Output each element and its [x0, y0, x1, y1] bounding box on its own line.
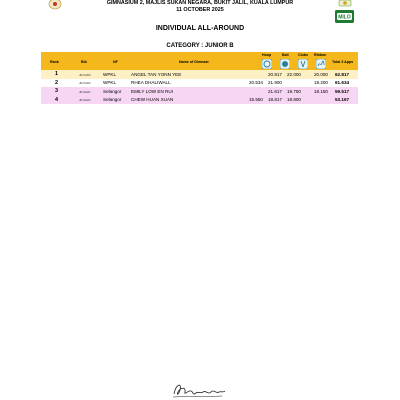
rank-cell: 3: [55, 88, 58, 94]
ribbon-score-cell: 18.150: [313, 88, 328, 94]
total-score-cell: 62.817: [335, 71, 350, 77]
col-total: Total 3 Apps: [332, 60, 354, 64]
total-score-cell: 59.517: [335, 88, 350, 94]
total-score-cell: 53.167: [335, 97, 350, 102]
ball-score-cell: 18.817: [267, 97, 282, 102]
category-title: CATEGORY : JUNIOR B: [166, 43, 234, 49]
nf-cell: WPKL: [103, 80, 117, 85]
nf-cell: WPKL: [103, 71, 117, 77]
results-table: [41, 52, 358, 104]
svg-text:MILO: MILO: [338, 14, 351, 21]
gymnast-name-cell: ANGEL TAN YONN YEE: [131, 71, 182, 77]
rank-cell: 2: [55, 79, 58, 86]
nf-cell: Selangor: [103, 88, 122, 94]
event-title: INDIVIDUAL ALL-AROUND: [155, 25, 245, 32]
col-rank: Rank: [50, 60, 59, 64]
clubs-score-cell: 19.750: [286, 88, 301, 94]
judge-signature: [170, 380, 228, 400]
table-row: [41, 96, 358, 105]
ball-score-cell: 21.900: [267, 80, 282, 85]
col-ball: Ball: [282, 53, 289, 57]
bib-cell: JR-SG01: [79, 89, 91, 94]
gymnast-name-cell: CHEW HUAN XUAN: [131, 97, 174, 102]
gymnast-name-cell: RHEA DHALIWALL: [131, 80, 171, 85]
table-header: [41, 52, 358, 70]
table-row: [41, 70, 358, 79]
ribbon-score-cell: 20.000: [313, 71, 328, 77]
table-row: [41, 87, 358, 96]
gymnast-name-cell: EMILY LOW EN RUI: [131, 88, 173, 94]
clubs-score-cell: 18.800: [286, 97, 301, 102]
clubs-icon: [298, 59, 308, 69]
venue-title: GIMNASIUM 2, MAJLIS SUKAN NEGARA, BUKIT JALIL, KUALA LUMPUR: [106, 0, 294, 6]
rank-cell: 1: [55, 71, 58, 77]
bib-cell: JR-SG02: [79, 98, 91, 103]
ball-score-cell: 21.617: [267, 88, 282, 94]
col-nf: NF: [113, 60, 118, 64]
ribbon-score-cell: 19.200: [313, 80, 328, 85]
nf-cell: Selangor: [103, 97, 122, 102]
table-row: [41, 79, 358, 88]
bib-cell: JR-WJ02: [79, 81, 91, 86]
total-score-cell: 61.634: [335, 80, 350, 85]
col-clubs: Clubs: [298, 53, 308, 57]
col-bib: Bib: [81, 60, 87, 64]
bib-cell: JR-WJ03: [79, 72, 91, 77]
col-name: Name of Gimnast: [179, 60, 209, 64]
hoop-score-cell: 20.534: [248, 80, 263, 85]
ball-icon: [280, 59, 290, 69]
event-date: 11 OCTOBER 2025: [176, 7, 224, 13]
col-ribbon: Ribbon: [314, 53, 327, 57]
rank-cell: 4: [55, 96, 58, 103]
col-hoop: Hoop: [262, 53, 272, 57]
hoop-score-cell: 15.550: [248, 97, 263, 102]
clubs-score-cell: 22.000: [286, 71, 301, 77]
hoop-icon: [262, 59, 272, 69]
ribbon-icon: [316, 59, 326, 69]
ball-score-cell: 20.817: [267, 71, 282, 77]
